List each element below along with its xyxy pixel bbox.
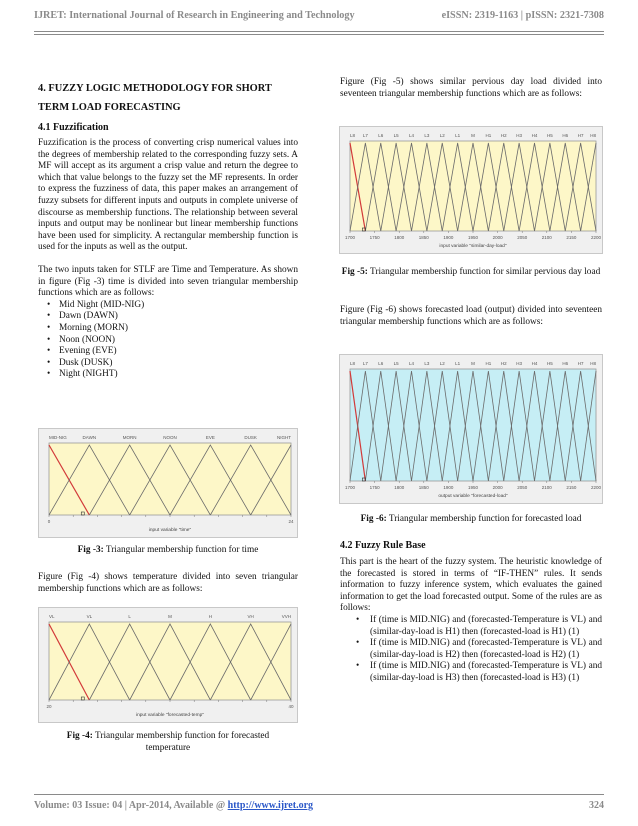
- paragraph-fig5-intro: Figure (Fig -5) shows similar pervious day load divided into seventeen triangular membership functions which are as follows:: [340, 77, 602, 99]
- paragraph-temperature: Figure (Fig -4) shows temperature divided into seven triangular membership functions which are as follows:: [38, 572, 298, 594]
- x-axis-label: output variable "forecasted-load": [438, 494, 508, 499]
- mf-label: H7: [577, 361, 584, 366]
- rule-list: [340, 615, 602, 685]
- fig4-caption: [44, 731, 292, 754]
- mf-label: MORN: [122, 435, 137, 440]
- tick-label: 1850: [418, 235, 429, 240]
- mf-label: H3: [516, 361, 523, 366]
- fig4-caption-label: Fig -4:: [66, 731, 93, 741]
- mf-label: H6: [562, 133, 569, 138]
- mf-label: L5: [393, 133, 399, 138]
- tick-label: 1700: [344, 235, 356, 240]
- mf-label: L4: [408, 133, 415, 138]
- list-item: • Evening (EVE): [38, 346, 298, 358]
- mf-label: M: [471, 361, 475, 366]
- mf-label: H4: [531, 133, 538, 138]
- time-set-list: [38, 300, 298, 381]
- fig3-caption: [38, 545, 298, 557]
- plot-area: [350, 369, 596, 481]
- mf-label: L3: [424, 361, 430, 366]
- mf-label: VL: [49, 614, 55, 619]
- subsection-title-rule-base: 4.2 Fuzzy Rule Base: [340, 540, 426, 551]
- tick-label: 1800: [394, 235, 405, 240]
- mf-label: DAWN: [82, 435, 97, 440]
- mf-label: L2: [439, 133, 445, 138]
- subsection-title-fuzzification: 4.1 Fuzzification: [38, 122, 109, 133]
- list-item: • Dusk (DUSK): [38, 358, 298, 370]
- tick-label: 1850: [418, 485, 429, 490]
- mf-label: L6: [378, 361, 384, 366]
- list-item: • Morning (MORN): [38, 323, 298, 335]
- mf-label: L2: [439, 361, 445, 366]
- tick-label: 1950: [467, 235, 479, 240]
- tick-label: 2050: [517, 485, 528, 490]
- section-title: 4. FUZZY LOGIC METHODOLOGY FOR SHORT TERM LOAD FORECASTING: [38, 83, 272, 113]
- mf-label: H3: [516, 133, 523, 138]
- tick-label: 2150: [566, 485, 577, 490]
- paragraph-rule-base: This part is the heart of the fuzzy system. The heuristic knowledge of the forecasted is stored in terms of “IF-THEN” rules. It sends information to fuzzy inference system, which evaluates the gained information to get the load forecasted output. Some of the rules are as follows:: [340, 557, 602, 614]
- list-item: • Dawn (DAWN): [38, 311, 298, 323]
- footer-rule: [34, 794, 604, 795]
- mf-label: H8: [590, 361, 596, 366]
- mf-label: H: [208, 614, 212, 619]
- mf-label: VL: [86, 614, 93, 619]
- tick-label: 1950: [467, 485, 479, 490]
- right-column-mid: [340, 305, 602, 328]
- fig3-caption-label: Fig -3:: [77, 545, 104, 555]
- mf-label: L3: [424, 133, 430, 138]
- tick-label: 20: [46, 704, 52, 709]
- mf-label: H8: [590, 133, 596, 138]
- mf-label: VVH: [281, 614, 291, 619]
- mf-label: L4: [408, 361, 415, 366]
- fig3-caption-text: Triangular membership function for time: [103, 545, 259, 555]
- mf-label: H5: [546, 133, 553, 138]
- list-item: • If (time is MID.NIG) and (forecasted-Temperature is VL) and (similar-day-load is H1) then (forecasted-load is H1) (1): [340, 615, 602, 638]
- figure-5: [339, 126, 603, 254]
- list-item: • If (time is MID.NIG) and (forecasted-Temperature is VL) and (similar-day-load is H3) then (forecasted-load is H3) (1): [340, 661, 602, 684]
- mf-label: MID-NIG: [49, 435, 67, 440]
- mf-label: VH: [247, 614, 254, 619]
- fig5-caption-label: Fig -5:: [341, 267, 368, 277]
- tick-label: 1700: [344, 485, 356, 490]
- tick-label: 1750: [369, 485, 380, 490]
- figure-4: [38, 607, 298, 723]
- right-column-bottom: [340, 539, 602, 685]
- fig5-mf-plot: [340, 127, 602, 253]
- mf-label: L1: [455, 361, 461, 366]
- mf-label: H2: [500, 361, 507, 366]
- list-item: • Night (NIGHT): [38, 369, 298, 381]
- header-rule: [34, 31, 604, 32]
- mf-label: M: [168, 614, 172, 619]
- plot-area: [49, 443, 291, 515]
- running-header: [34, 10, 604, 26]
- tick-label: 2200: [590, 235, 602, 240]
- x-axis-label: input variable "similar-day-load": [439, 244, 507, 249]
- tick-label: 2100: [541, 235, 552, 240]
- paragraph-fig6-intro: Figure (Fig -6) shows forecasted load (output) divided into seventeen triangular membership functions which are as follows:: [340, 305, 602, 327]
- journal-link[interactable]: http://www.ijret.org: [227, 800, 314, 811]
- mf-label: L1: [455, 133, 461, 138]
- journal-issn: eISSN: 2319-1163 | pISSN: 2321-7308: [441, 10, 604, 21]
- tick-label: 1750: [369, 235, 380, 240]
- fig6-caption: [340, 514, 602, 526]
- fig4-mf-plot: [39, 608, 297, 722]
- tick-label: 1900: [443, 235, 454, 240]
- mf-label: H1: [485, 361, 492, 366]
- figure-6: [339, 354, 603, 504]
- list-item: • Mid Night (MID-NIG): [38, 300, 298, 312]
- mf-label: L7: [362, 361, 368, 366]
- mf-label: DUSK: [244, 435, 257, 440]
- tick-label: 2200: [590, 485, 602, 490]
- running-footer: [34, 800, 604, 814]
- list-item: • If (time is MID.NIG) and (forecasted-Temperature is VL) and (similar-day-load is H2) then (forecasted-load is H2) (1): [340, 638, 602, 661]
- list-item: • Noon (NOON): [38, 335, 298, 347]
- x-axis-label: input variable "forecasted-temp": [136, 713, 204, 718]
- mf-label: NOON: [163, 435, 177, 440]
- mf-label: H4: [531, 361, 538, 366]
- left-column-continued: [38, 572, 298, 595]
- fig6-caption-label: Fig -6:: [360, 514, 387, 524]
- mf-label: H5: [546, 361, 553, 366]
- tick-label: 2150: [566, 235, 577, 240]
- figure-3: [38, 428, 298, 538]
- x-axis-label: input variable "time": [148, 528, 192, 533]
- mf-label: H6: [562, 361, 569, 366]
- fig6-caption-text: Triangular membership function for forecasted load: [386, 514, 582, 524]
- tick-label: 40: [288, 704, 294, 709]
- tick-label: 0: [47, 519, 51, 524]
- mf-label: L8: [350, 361, 356, 366]
- fig4-caption-text: Triangular membership function for forecasted temperature: [92, 731, 270, 753]
- mf-label: M: [471, 133, 475, 138]
- fig5-caption-text: Triangular membership function for similar pervious day load: [367, 267, 601, 277]
- paragraph-fuzzification: Fuzzification is the process of converting crisp numerical values into the degrees of membership related to the corresponding fuzzy sets. A MF will accept as its argument a crisp value and return the degree to which that value belongs to the fuzzy set the MF represents. In order to express the fuzziness of data, this paper makes an arrangement of fuzzy subsets for different inputs and outputs in complete universe of discourse as membership functions. The relationship between several inputs and output may be nonlinear but linear membership functions have been used for simplicity. A rectangular membership function is used for the inputs as well as the output.: [38, 138, 298, 253]
- fig6-mf-plot: [340, 355, 602, 503]
- tick-label: 1900: [443, 485, 454, 490]
- plot-area: [49, 622, 291, 700]
- mf-label: H1: [485, 133, 492, 138]
- footer-volume-text: Volume: 03 Issue: 04 | Apr-2014, Available @: [34, 800, 228, 811]
- mf-label: L7: [362, 133, 368, 138]
- fig5-caption: [340, 267, 602, 279]
- mf-label: NIGHT: [277, 435, 291, 440]
- right-column: [340, 77, 602, 100]
- tick-label: 2000: [492, 235, 503, 240]
- mf-label: L5: [393, 361, 399, 366]
- page-number: 324: [589, 800, 604, 811]
- mf-label: H7: [577, 133, 584, 138]
- tick-label: 2100: [541, 485, 552, 490]
- mf-label: L6: [378, 133, 384, 138]
- footer-volume: [34, 800, 313, 811]
- mf-label: L8: [350, 133, 356, 138]
- left-column: [38, 79, 298, 381]
- paragraph-inputs: The two inputs taken for STLF are Time and Temperature. As shown in figure (Fig -3) time is divided into seven triangular membership functions which are as follows:: [38, 264, 298, 299]
- fig3-mf-plot: [39, 429, 297, 537]
- tick-label: 2050: [517, 235, 528, 240]
- tick-label: 24: [288, 519, 294, 524]
- tick-label: 2000: [492, 485, 503, 490]
- plot-area: [350, 141, 596, 231]
- mf-label: EVE: [205, 435, 215, 440]
- mf-label: L: [128, 614, 131, 619]
- mf-label: H2: [500, 133, 507, 138]
- header-rule-2: [34, 34, 604, 35]
- journal-name: IJRET: International Journal of Research in Engineering and Technology: [34, 10, 355, 21]
- tick-label: 1800: [394, 485, 405, 490]
